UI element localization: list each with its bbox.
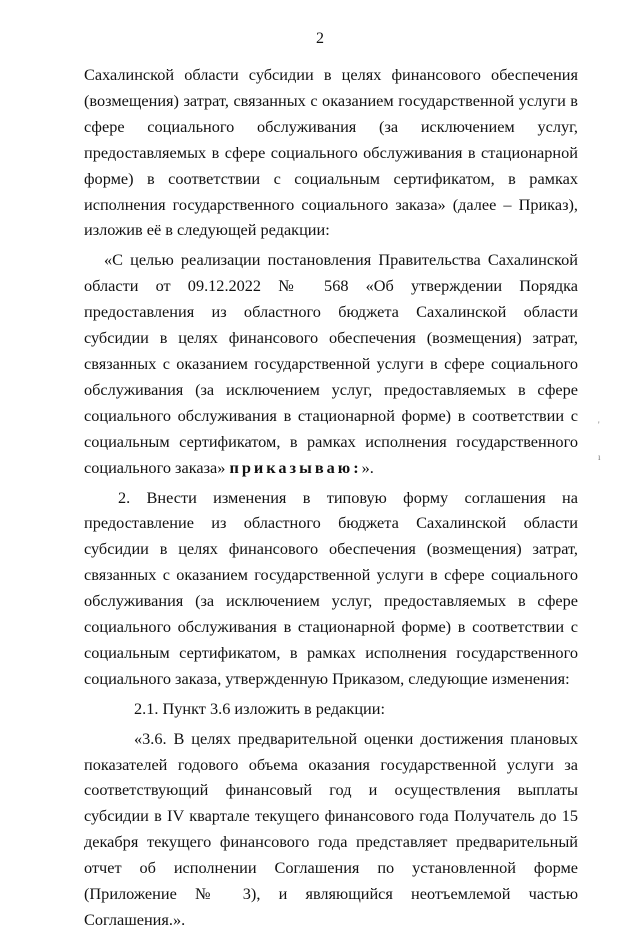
preamble-text: «С целью реализации постановления Правительства Сахалинской области от 09.12.2022 № 568 «Об утверждении Порядка предоставления из областного бюджета Сахалинской области субсидии в целях финансового обеспечения (возмещения) затрат, связанных с оказанием государственной услуги в сфере социального обслуживания (за исключением услуг, предоставляемых в сфере социального обслуживания в стационарной форме) в соответствии с социальным сертификатом, в рамках исполнения государственного социального заказа» (84, 250, 578, 477)
paragraph-continuation: Сахалинской области субсидии в целях финансового обеспечения (возмещения) затрат, связанных с оказанием государственной услуги в сфере социального обслуживания (за исключением услуг, предоставляемых в сфере социального обслуживания в стационарной форме) в соответствии с социальным сертификатом, в рамках исполнения государственного социального заказа» (далее – Приказ), изложив её в следующей редакции: (84, 65, 578, 240)
paragraph-item-2: 2. Внести изменения в типовую форму соглашения на предоставление из областного бюджета Сахалинской области субсидии в целях финансового обеспечения (возмещения) затрат, связанных с оказанием государственной услуги в сфере социального обслуживания (за исключением услуг, предоставляемых в сфере социального обслуживания в стационарной форме) в соответствии с социальным сертификатом, в рамках исполнения государственного социального заказа, утвержденную Приказом, следующие изменения: (84, 487, 578, 688)
margin-scan-mark: ' (598, 420, 600, 430)
document-body (84, 62, 578, 933)
order-word: приказываю: (229, 457, 362, 477)
margin-scan-mark: ı (598, 452, 601, 462)
paragraph-item-2-1: 2.1. Пункт 3.6 изложить в редакции: (134, 698, 385, 718)
preamble-tail: ». (361, 457, 374, 477)
paragraph-preamble (84, 247, 578, 480)
page-number: 2 (316, 30, 324, 47)
paragraph-item-3-6: «3.6. В целях предварительной оценки достижения плановых показателей годового объема оказания государственной услуги за соответствующий финансовый год и осуществления выплаты субсидии в IV квартале текущего финансового года Получатель до 15 декабря текущего финансового года представляет предварительный отчет об исполнении Соглашения по установленной форме (Приложение № 3), и являющийся неотъемлемой частью Соглашения.». (84, 728, 578, 929)
